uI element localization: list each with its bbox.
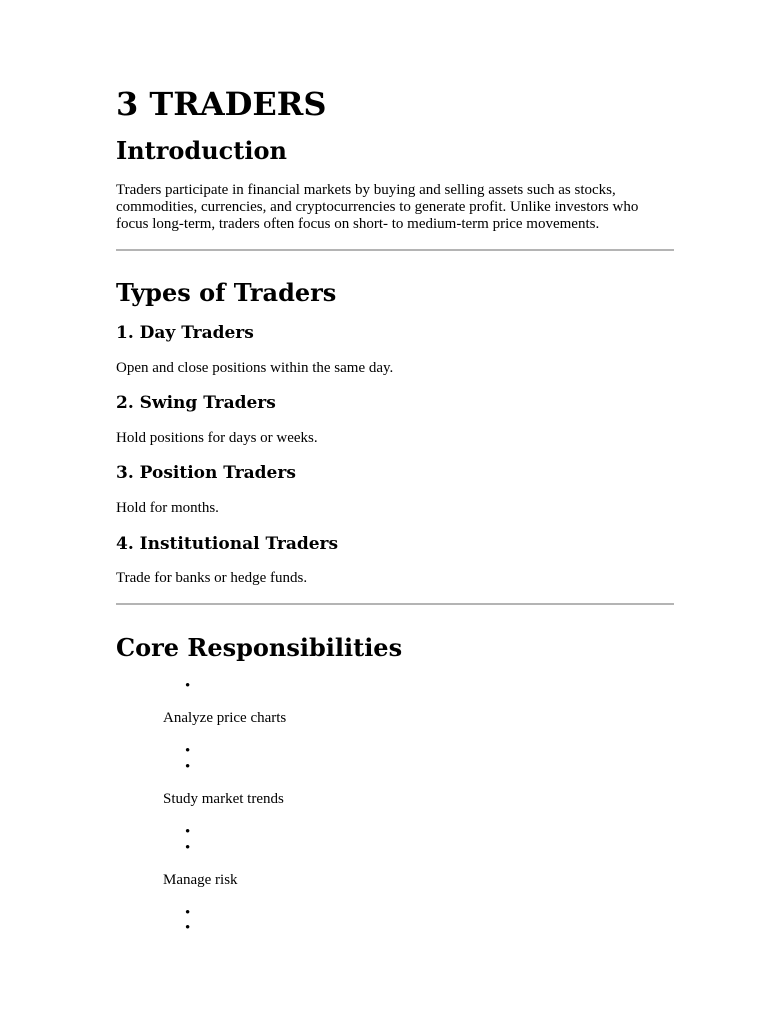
trader-type-title-position: 3. Position Traders	[116, 463, 296, 483]
section-divider	[116, 603, 674, 605]
section-divider	[116, 249, 674, 251]
bullet-marker: •	[185, 743, 191, 759]
trader-type-title-day: 1. Day Traders	[116, 323, 254, 343]
trader-type-description-institutional: Trade for banks or hedge funds.	[116, 570, 308, 586]
trader-type-description-position: Hold for months.	[116, 500, 219, 516]
bullet-marker: •	[185, 824, 191, 840]
trader-type-title-swing: 2. Swing Traders	[116, 393, 276, 413]
responsibility-item-manage: Manage risk	[163, 872, 238, 888]
responsibilities-heading: Core Responsibilities	[116, 633, 403, 662]
bullet-marker: •	[185, 759, 191, 775]
responsibility-item-analyze: Analyze price charts	[163, 710, 287, 726]
bullet-marker: •	[185, 840, 191, 856]
bullet-marker: •	[185, 905, 191, 921]
bullet-marker: •	[185, 678, 191, 694]
intro-heading: Introduction	[116, 136, 287, 165]
document-title: 3 TRADERS	[116, 85, 327, 123]
trader-type-title-institutional: 4. Institutional Traders	[116, 534, 339, 554]
trader-type-description-day: Open and close positions within the same day.	[116, 360, 394, 376]
responsibility-item-study: Study market trends	[163, 791, 284, 807]
bullet-marker: •	[185, 920, 191, 936]
intro-paragraph: Traders participate in financial markets by buying and selling assets such as stocks, commodities, currencies, and cryptocurrencies to generate profit. Unlike investors who focus long-term, traders often focus on short- to medium-term price movements.	[116, 182, 639, 232]
types-heading: Types of Traders	[116, 278, 337, 307]
trader-type-description-swing: Hold positions for days or weeks.	[116, 430, 318, 446]
